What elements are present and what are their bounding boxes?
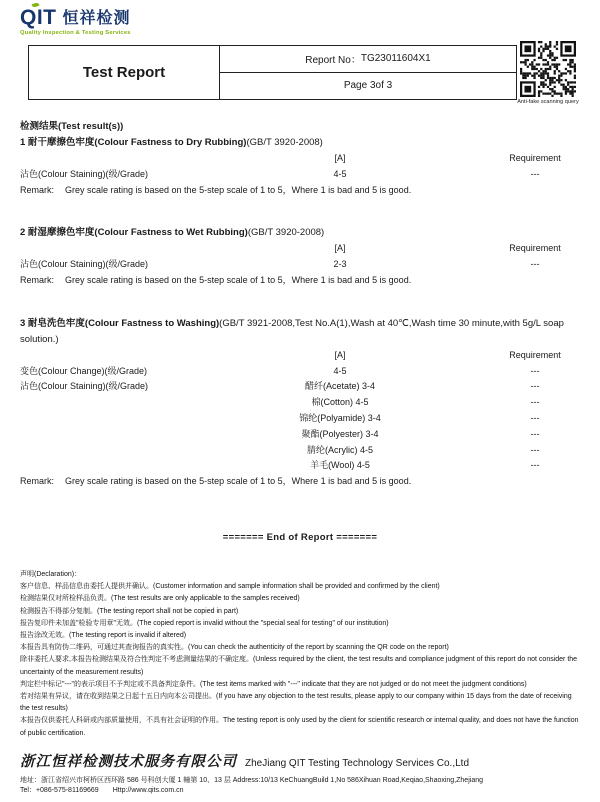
row-spacer [420,443,490,459]
row-label [20,458,260,474]
declaration-section [20,569,580,740]
row-requirement: Requirement [509,349,561,360]
row-value: 锦纶(Polyamide) 3-4 [299,412,381,423]
footer-address: 地址：浙江省绍兴市柯桥区西环路 586 号科创大厦 1 幢第 10、13 层 Address:10/13 KeChuangBuild 1,No 586Xihuan Road,Keqiao,Shaoxing,Zhejiang [20,777,483,784]
test-sections [20,135,580,490]
row-value: 羊毛(Wool) 4-5 [310,460,370,471]
row-label [20,443,260,459]
row-requirement: --- [530,428,540,439]
report-no-label: Report No： [305,55,361,67]
declaration-item: 报告复印件未加盖"检验专用章"无效。(The copied report is invalid without the "special seal for testing" of our institution) [20,619,389,627]
declaration-list [20,581,580,740]
footer-company-en: ZheJiang QIT Testing Technology Services Co.,Ltd [245,758,470,769]
remark-row [20,273,580,289]
row-value: [A] [334,153,346,163]
declaration-item: 报告涂改无效。(The testing report is invalid if altered) [20,631,187,639]
row-value: 醋纤(Acetate) 3-4 [304,381,376,392]
row-value: 腈纶(Acrylic) 4-5 [306,444,373,455]
remark-text: Grey scale rating is based on the 5-step scale of 1 to 5，Where 1 is bad and 5 is good. [65,184,412,195]
footer-website: Http://www.qits.com.cn [112,787,184,794]
row-label: 沾色(Colour Staining)(级/Grade) [20,381,149,392]
remark-label: Remark: [20,184,55,195]
row-spacer [420,458,490,474]
row-spacer [420,241,490,257]
row-label: 沾色(Colour Staining)(级/Grade) [20,168,149,179]
row-label [20,411,260,427]
test-row [20,379,580,395]
declaration-item: 除非委托人要求,本报告检测结果及符合性判定不考虑测量结果的不确定度。(Unless required by the client, the test results and compliance judgment of this report do not consider the uncertainty of the measurement results) [20,656,578,676]
row-spacer [420,427,490,443]
test-row [20,395,580,411]
row-value: 聚酯(Polyester) 3-4 [301,428,379,439]
test-row [20,443,580,459]
test-title: 3 耐皂洗色牢度(Colour Fastness to Washing)(GB/T 3921-2008,Test No.A(1),Wash at 40℃,Wash time 30 minute,with 5g/L soap solution.) [20,317,564,345]
report-no-value: TG23011604X1 [360,53,431,65]
row-requirement: --- [530,259,540,270]
test-section [20,316,580,490]
row-spacer [420,364,490,380]
report-body [20,119,580,740]
test-title: 1 耐干摩擦色牢度(Colour Fastness to Dry Rubbing)(GB/T 3920-2008) [20,137,323,148]
remark-label: Remark: [20,274,55,285]
row-label [20,427,260,443]
row-label: 变色(Colour Change)(级/Grade) [20,365,148,376]
report-no-cell [220,46,516,73]
row-spacer [420,257,490,273]
page-number-cell: Page 3of 3 [343,80,393,92]
row-label [20,241,260,257]
declaration-item: 若对结果有异议，请在收到结果之日起十五日内向本公司提出。(If you have any objection to the test results, please apply to our company within 15 days from the date of receiving the test results) [20,692,572,713]
row-requirement: Requirement [509,153,561,163]
declaration-item: 本报告仅供委托人科研或内部质量使用，不具有社会证明的作用。The testing report is only used by the client for scientific research or internal quality, and does not have the function of public certification. [20,717,579,737]
row-spacer [420,151,490,167]
row-value: [A] [334,243,346,254]
test-row [20,364,580,380]
row-requirement: --- [530,168,540,179]
report-title: Test Report [29,46,220,99]
row-spacer [420,379,490,395]
results-section-title: 检测结果(Test result(s)) [20,121,124,132]
row-label: 沾色(Colour Staining)(级/Grade) [20,259,149,270]
qr-caption: Anti-fake scanning query [517,99,579,105]
test-row [20,411,580,427]
row-requirement: --- [530,412,540,423]
test-row [20,257,580,273]
row-requirement: Requirement [509,243,561,254]
report-footer [20,750,586,796]
row-label [20,395,260,411]
declaration-item: 本报告具有防伪二维码，可通过其查询报告的真实性。(You can check the authenticity of the report by scanning the QR code on the report) [20,644,449,652]
logo-text-cn: 恒祥检测 [62,10,131,27]
row-requirement: --- [530,444,540,455]
row-requirement: --- [530,381,540,392]
remark-row [20,474,580,490]
row-spacer [420,411,490,427]
row-value: 4-5 [333,168,347,179]
test-section [20,225,580,288]
row-requirement: --- [530,365,540,376]
test-row [20,167,580,183]
logo-text-qit: QIT [20,6,57,29]
row-spacer [420,167,490,183]
row-spacer [420,395,490,411]
test-title: 2 耐湿摩擦色牢度(Colour Fastness to Wet Rubbing)(GB/T 3920-2008) [20,227,325,239]
declaration-item: 客户信息、样品信息由委托人提供并确认。(Customer information and sample information shall be provided and confirmed by the client) [20,583,440,591]
remark-row [20,183,580,199]
column-header-row [20,151,580,167]
column-header-row [20,348,580,364]
declaration-item: 检测结果仅对所检样品负责。(The test results are only applicable to the samples received) [20,595,300,603]
remark-text: Grey scale rating is based on the 5-step scale of 1 to 5，Where 1 is bad and 5 is good. [65,476,412,487]
footer-tel: Tel：+086-575-81169669 [20,787,99,794]
row-value: 棉(Cotton) 4-5 [311,397,369,408]
logo-tagline: Quality Inspection & Testing Services [20,30,131,36]
test-section [20,135,580,198]
test-row [20,458,580,474]
header-table [28,45,517,100]
row-spacer [420,348,490,364]
remark-text: Grey scale rating is based on the 5-step scale of 1 to 5，Where 1 is bad and 5 is good. [65,274,412,285]
row-requirement: --- [530,397,540,408]
declaration-title: 声明(Declaration)： [20,570,82,578]
row-label [20,151,260,167]
row-label [20,348,260,364]
end-of-report-marker: ======= End of Report ======= [222,531,378,543]
qr-code [520,41,576,97]
row-value: [A] [334,349,346,360]
test-row [20,427,580,443]
row-value: 2-3 [333,259,347,270]
company-logo [20,7,131,37]
column-header-row [20,241,580,257]
remark-label: Remark: [20,476,55,487]
row-value: 4-5 [333,365,347,376]
row-requirement: --- [530,460,540,471]
declaration-item: 检测报告不得部分复制。(The testing report shall not be copied in part) [20,607,239,615]
footer-company-cn: 浙江恒祥检测技术服务有限公司 [20,753,237,770]
declaration-item: 判定栏中标记"---"的表示项目不予判定或不具备判定条件。(The test items marked with "---" indicate that they are not judged or do not meet the judgment conditions) [20,680,527,688]
